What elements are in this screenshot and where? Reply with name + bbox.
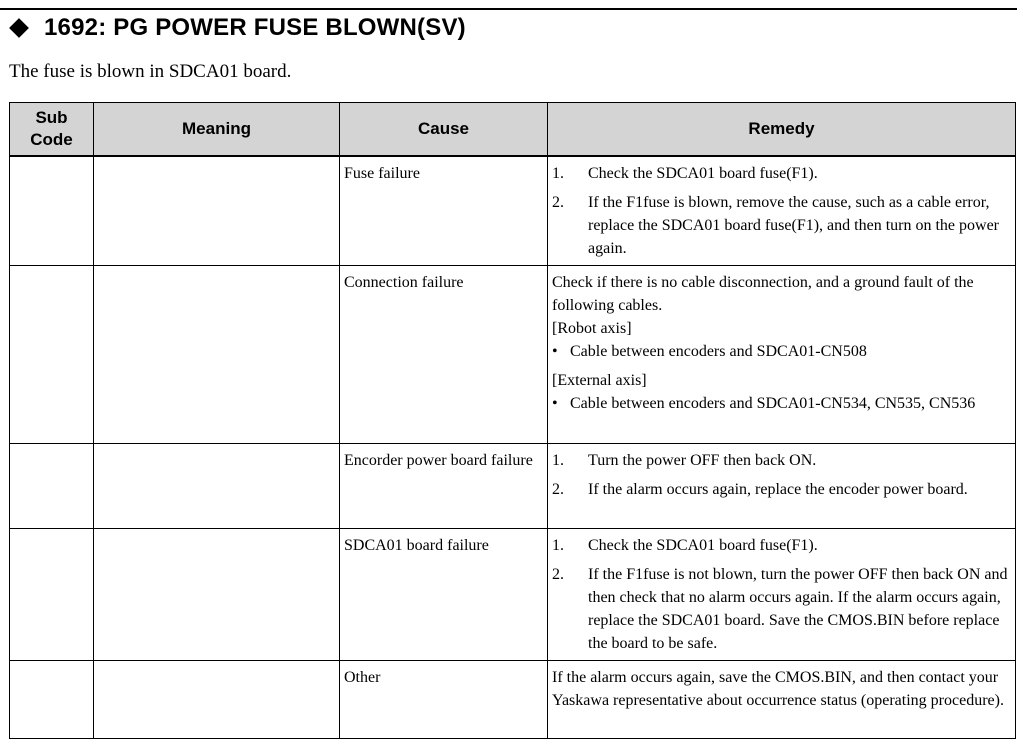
cause-cell (340, 266, 548, 444)
sub-code-value (10, 444, 93, 454)
sub-code-cell (10, 266, 94, 444)
robot-axis-label: [Robot axis] (552, 320, 632, 337)
diamond-bullet-icon (9, 18, 29, 38)
remedy-step (552, 449, 1009, 472)
bullet-icon: • (552, 395, 558, 412)
sub-code-value (10, 661, 93, 671)
remedy-cell (548, 266, 1016, 444)
header-remedy: Remedy (548, 103, 1016, 157)
bullet-text: Cable between encoders and SDCA01-CN534, CN535, CN536 (570, 395, 976, 412)
cause-value: SDCA01 board failure (344, 537, 489, 554)
alarm-table (9, 102, 1016, 739)
external-axis-label: [External axis] (552, 372, 647, 389)
meaning-cell (94, 266, 340, 444)
step-text: Turn the power OFF then back ON. (588, 452, 817, 469)
cause-cell (340, 661, 548, 739)
step-text: If the F1fuse is blown, remove the cause, such as a cable error, replace the SDCA01 board fuse(F1), and then turn on the power again. (588, 194, 999, 257)
remedy-step (552, 162, 1009, 185)
cause-value: Encorder power board failure (344, 452, 533, 469)
meaning-value (94, 529, 339, 539)
table-header-row (10, 103, 1016, 157)
meaning-value (94, 266, 339, 276)
sub-code-value (10, 157, 93, 167)
header-sub-code-line2: Code (30, 130, 73, 149)
step-text: If the F1fuse is not blown, turn the power OFF then back ON and then check that no alarm occurs again. If the alarm occurs again, replace the SDCA01 board. Save the CMOS.BIN before replace the board to be safe. (588, 566, 1008, 652)
remedy-cell (548, 156, 1016, 266)
meaning-value (94, 661, 339, 671)
sub-code-cell (10, 444, 94, 529)
bullet-icon: • (552, 343, 558, 360)
remedy-step (552, 191, 1009, 260)
header-sub-code-line1: Sub (35, 108, 68, 127)
sub-code-cell (10, 529, 94, 661)
header-meaning: Meaning (94, 103, 340, 157)
cause-value: Fuse failure (344, 165, 420, 182)
section-heading (7, 14, 466, 42)
cause-cell (340, 529, 548, 661)
table-row (10, 156, 1016, 266)
header-cause: Cause (340, 103, 548, 157)
robot-axis-bullet (552, 340, 1009, 363)
remedy-step (552, 478, 1009, 501)
remedy-step (552, 563, 1009, 655)
cause-value: Connection failure (344, 274, 464, 291)
step-number: 1. (552, 452, 564, 469)
cause-value: Other (344, 669, 381, 686)
sub-code-value (10, 529, 93, 539)
bullet-text: Cable between encoders and SDCA01-CN508 (570, 343, 867, 360)
sub-code-cell (10, 156, 94, 266)
table-row (10, 661, 1016, 739)
step-number: 1. (552, 537, 564, 554)
remedy-intro: Check if there is no cable disconnection, and a ground fault of the following cables. (552, 274, 974, 314)
table-row (10, 266, 1016, 444)
remedy-steps (552, 162, 1009, 260)
remedy-steps (552, 449, 1009, 501)
top-rule (0, 8, 1017, 10)
cause-cell (340, 156, 548, 266)
header-sub-code (10, 103, 94, 157)
meaning-cell (94, 444, 340, 529)
remedy-cell (548, 529, 1016, 661)
meaning-cell (94, 529, 340, 661)
table-row (10, 529, 1016, 661)
step-text: Check the SDCA01 board fuse(F1). (588, 165, 818, 182)
remedy-cell (548, 444, 1016, 529)
remedy-step (552, 534, 1009, 557)
remedy-cell (548, 661, 1016, 739)
meaning-cell (94, 661, 340, 739)
step-text: If the alarm occurs again, replace the encoder power board. (588, 481, 968, 498)
external-axis-bullet (552, 392, 1009, 415)
step-text: Check the SDCA01 board fuse(F1). (588, 537, 818, 554)
intro-text: The fuse is blown in SDCA01 board. (9, 61, 292, 82)
section-title: 1692: PG POWER FUSE BLOWN(SV) (44, 14, 466, 41)
meaning-value (94, 444, 339, 454)
sub-code-value (10, 266, 93, 276)
step-number: 2. (552, 194, 564, 211)
table-row (10, 444, 1016, 529)
remedy-steps (552, 534, 1009, 655)
remedy-text: If the alarm occurs again, save the CMOS.BIN, and then contact your Yaskawa representative about occurrence status (operating procedure). (552, 669, 1004, 709)
cause-cell (340, 444, 548, 529)
meaning-cell (94, 156, 340, 266)
meaning-value (94, 157, 339, 167)
step-number: 2. (552, 481, 564, 498)
step-number: 2. (552, 566, 564, 583)
sub-code-cell (10, 661, 94, 739)
step-number: 1. (552, 165, 564, 182)
